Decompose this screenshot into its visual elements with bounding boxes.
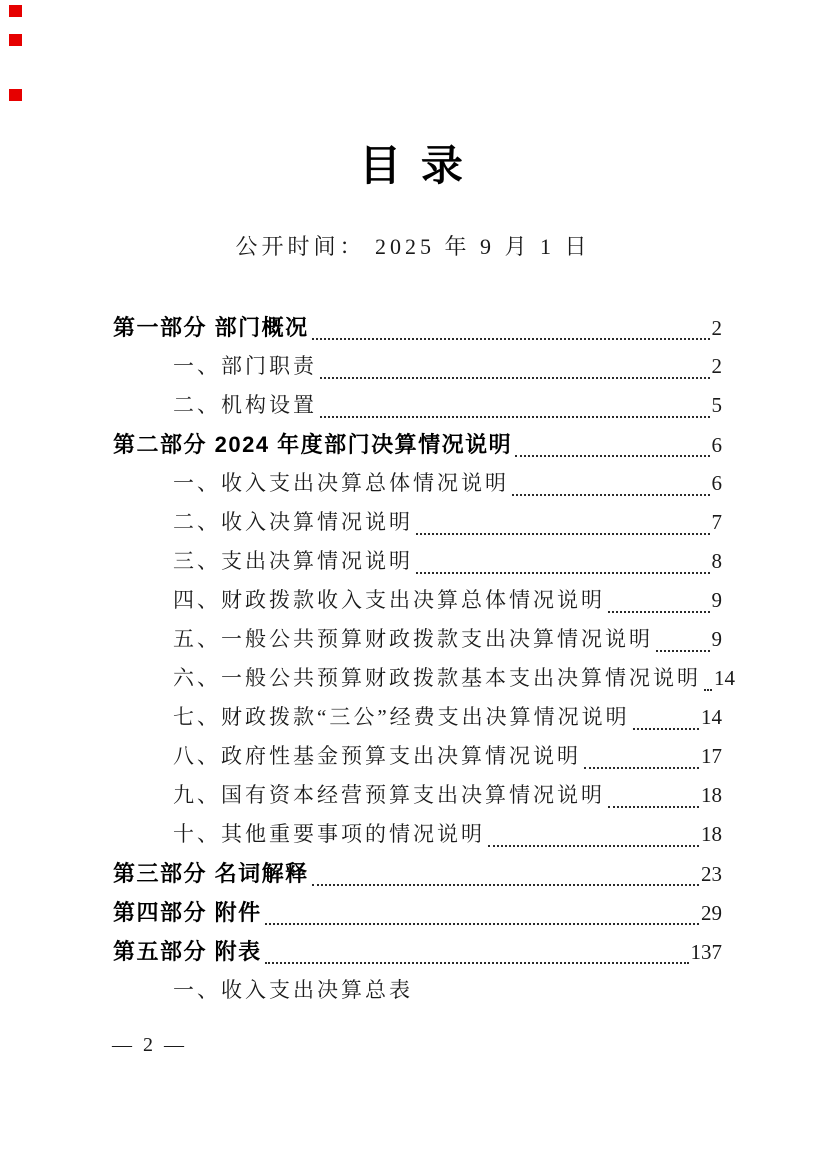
toc-entry-label: 第五部分 附表 <box>113 939 262 964</box>
red-mark <box>9 89 22 101</box>
toc-entry-label: 十、其他重要事项的情况说明 <box>173 822 485 846</box>
toc-entry <box>113 620 722 659</box>
dot-leader <box>608 611 710 613</box>
toc-list <box>113 308 735 1010</box>
toc-entry <box>113 737 722 776</box>
toc-entry-page: 18 <box>701 783 722 807</box>
toc-entry <box>113 308 722 347</box>
toc-entry <box>113 815 722 854</box>
toc-entry-page: 2 <box>711 354 722 378</box>
toc-entry-label: 五、一般公共预算财政拨款支出决算情况说明 <box>173 627 653 651</box>
dot-leader <box>608 806 699 808</box>
toc-entry <box>113 698 722 737</box>
dot-leader <box>416 572 710 574</box>
toc-entry <box>113 659 735 698</box>
toc-entry <box>113 425 722 464</box>
toc-entry-label: 九、国有资本经营预算支出决算情况说明 <box>173 783 605 807</box>
dot-leader <box>656 650 710 652</box>
dot-leader <box>312 884 699 886</box>
publish-time-line: 公开时间： 2025 年 9 月 1 日 <box>235 234 591 259</box>
dot-leader <box>265 962 689 964</box>
red-mark <box>9 5 22 17</box>
toc-entry-page: 14 <box>701 705 722 729</box>
toc-entry <box>113 386 722 425</box>
toc-entry-page: 8 <box>711 549 722 573</box>
dot-leader <box>416 533 710 535</box>
toc-entry-label: 八、政府性基金预算支出决算情况说明 <box>173 744 581 768</box>
toc-entry <box>113 776 722 815</box>
footer-page-number: — 2 — <box>112 1034 187 1056</box>
toc-entry-page: 18 <box>701 822 722 846</box>
toc-entry <box>113 542 722 581</box>
toc-entry-label: 二、收入决算情况说明 <box>173 510 413 534</box>
toc-entry-page: 14 <box>714 666 735 690</box>
toc-entry <box>113 893 722 932</box>
page-title: 目 录 <box>359 142 467 189</box>
dot-leader <box>515 455 709 457</box>
toc-entry-label: 二、机构设置 <box>173 393 317 417</box>
toc-entry-label: 第三部分 名词解释 <box>113 861 309 886</box>
dot-leader <box>265 923 699 925</box>
toc-entry-page: 17 <box>701 744 722 768</box>
toc-entry <box>113 932 722 971</box>
toc-entry-page: 9 <box>711 627 722 651</box>
toc-entry-page: 6 <box>711 433 722 457</box>
dot-leader <box>488 845 699 847</box>
toc-entry <box>113 581 722 620</box>
toc-entry <box>113 971 722 1010</box>
red-mark <box>9 34 22 46</box>
dot-leader <box>512 494 710 496</box>
toc-entry-page: 29 <box>701 901 722 925</box>
toc-entry-label: 第二部分 2024 年度部门决算情况说明 <box>113 432 513 457</box>
toc-entry-page: 137 <box>690 940 722 964</box>
toc-entry-page: 7 <box>711 510 722 534</box>
dot-leader <box>704 689 712 691</box>
toc-entry-page: 23 <box>701 862 722 886</box>
toc-entry-page: 2 <box>711 316 722 340</box>
toc-entry-label: 六、一般公共预算财政拨款基本支出决算情况说明 <box>173 666 701 690</box>
dot-leader <box>320 377 710 379</box>
toc-entry <box>113 464 722 503</box>
dot-leader <box>320 416 710 418</box>
toc-entry <box>113 854 722 893</box>
toc-entry <box>113 347 722 386</box>
dot-leader <box>584 767 699 769</box>
toc-entry-page: 6 <box>711 471 722 495</box>
toc-entry-label: 第四部分 附件 <box>113 900 262 925</box>
toc-entry-label: 第一部分 部门概况 <box>113 315 309 340</box>
toc-entry-page: 9 <box>711 588 722 612</box>
toc-entry <box>113 503 722 542</box>
toc-entry-label: 一、收入支出决算总表 <box>173 978 413 1002</box>
toc-entry-label: 四、财政拨款收入支出决算总体情况说明 <box>173 588 605 612</box>
dot-leader <box>312 338 710 340</box>
toc-entry-label: 一、部门职责 <box>173 354 317 378</box>
dot-leader <box>633 728 699 730</box>
toc-entry-label: 三、支出决算情况说明 <box>173 549 413 573</box>
toc-entry-label: 一、收入支出决算总体情况说明 <box>173 471 509 495</box>
toc-entry-page: 5 <box>711 393 722 417</box>
toc-entry-label: 七、财政拨款“三公”经费支出决算情况说明 <box>173 705 630 729</box>
